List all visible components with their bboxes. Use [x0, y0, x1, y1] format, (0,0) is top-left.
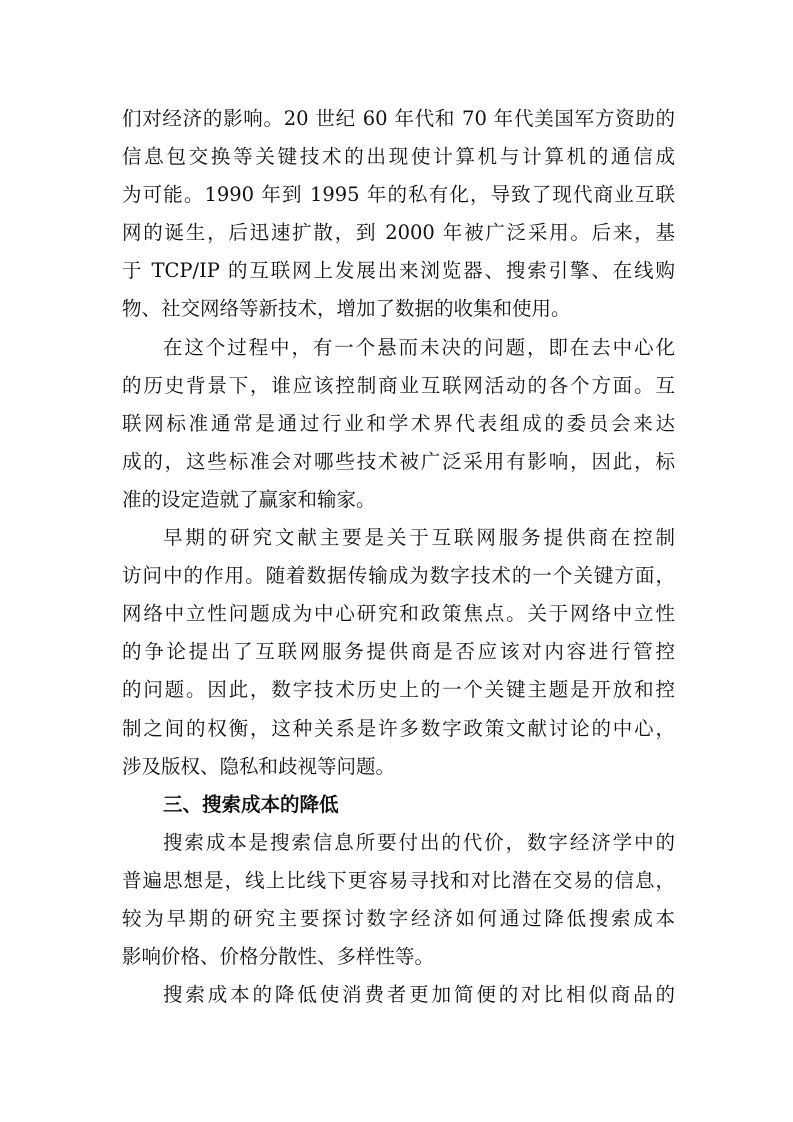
text-line: 信息包交换等关键技术的出现使计算机与计算机的通信成 [122, 145, 675, 169]
text-line: 影响价格、价格分散性、多样性等。 [122, 945, 435, 969]
text-line: 在这个过程中，有一个悬而未决的问题，即在去中心化 [163, 335, 675, 359]
text-line: 为可能。1990 年到 1995 年的私有化，导致了现代商业互联 [122, 183, 675, 207]
paragraph-search-cost-reduction [122, 976, 675, 1014]
paragraph-net-neutrality [122, 519, 675, 786]
paragraph-internet-standards [122, 329, 675, 519]
paragraph-computer-network-history [122, 100, 675, 329]
text-line: 搜索成本的降低使消费者更加简便的对比相似商品的 [163, 983, 675, 1007]
text-line: 网的诞生，后迅速扩散，到 2000 年被广泛采用。后来，基 [122, 221, 675, 245]
text-line: 联网标准通常是通过行业和学术界代表组成的委员会来达 [122, 411, 675, 435]
text-line: 物、社交网络等新技术，增加了数据的收集和使用。 [122, 297, 571, 321]
text-line: 的问题。因此，数字技术历史上的一个关键主题是开放和控 [122, 678, 675, 702]
document-page [122, 100, 675, 1014]
text-line: 涉及版权、隐私和歧视等问题。 [122, 754, 396, 778]
text-line: 成的，这些标准会对哪些技术被广泛采用有影响，因此，标 [122, 449, 675, 473]
text-line: 访问中的作用。随着数据传输成为数字技术的一个关键方面， [122, 564, 675, 588]
text-line: 普遍思想是，线上比线下更容易寻找和对比潜在交易的信息， [122, 868, 675, 892]
text-line: 的争论提出了互联网服务提供商是否应该对内容进行管控 [122, 640, 675, 664]
section-heading: 三、搜索成本的降低 [163, 792, 339, 816]
text-line: 的历史背景下，谁应该控制商业互联网活动的各个方面。互 [122, 373, 675, 397]
paragraph-search-costs [122, 824, 675, 976]
text-line: 于 TCP/IP 的互联网上发展出来浏览器、搜索引擎、在线购 [122, 259, 675, 283]
text-line: 网络中立性问题成为中心研究和政策焦点。关于网络中立性 [122, 602, 675, 626]
text-line: 较为早期的研究主要探讨数字经济如何通过降低搜索成本 [122, 906, 675, 930]
text-line: 制之间的权衡，这种关系是许多数字政策文献讨论的中心， [122, 716, 675, 740]
text-line: 准的设定造就了赢家和输家。 [122, 487, 376, 511]
text-line: 搜索成本是搜索信息所要付出的代价，数字经济学中的 [163, 830, 675, 854]
text-line: 早期的研究文献主要是关于互联网服务提供商在控制 [163, 526, 675, 550]
text-line: 们对经济的影响。20 世纪 60 年代和 70 年代美国军方资助的 [122, 107, 675, 130]
